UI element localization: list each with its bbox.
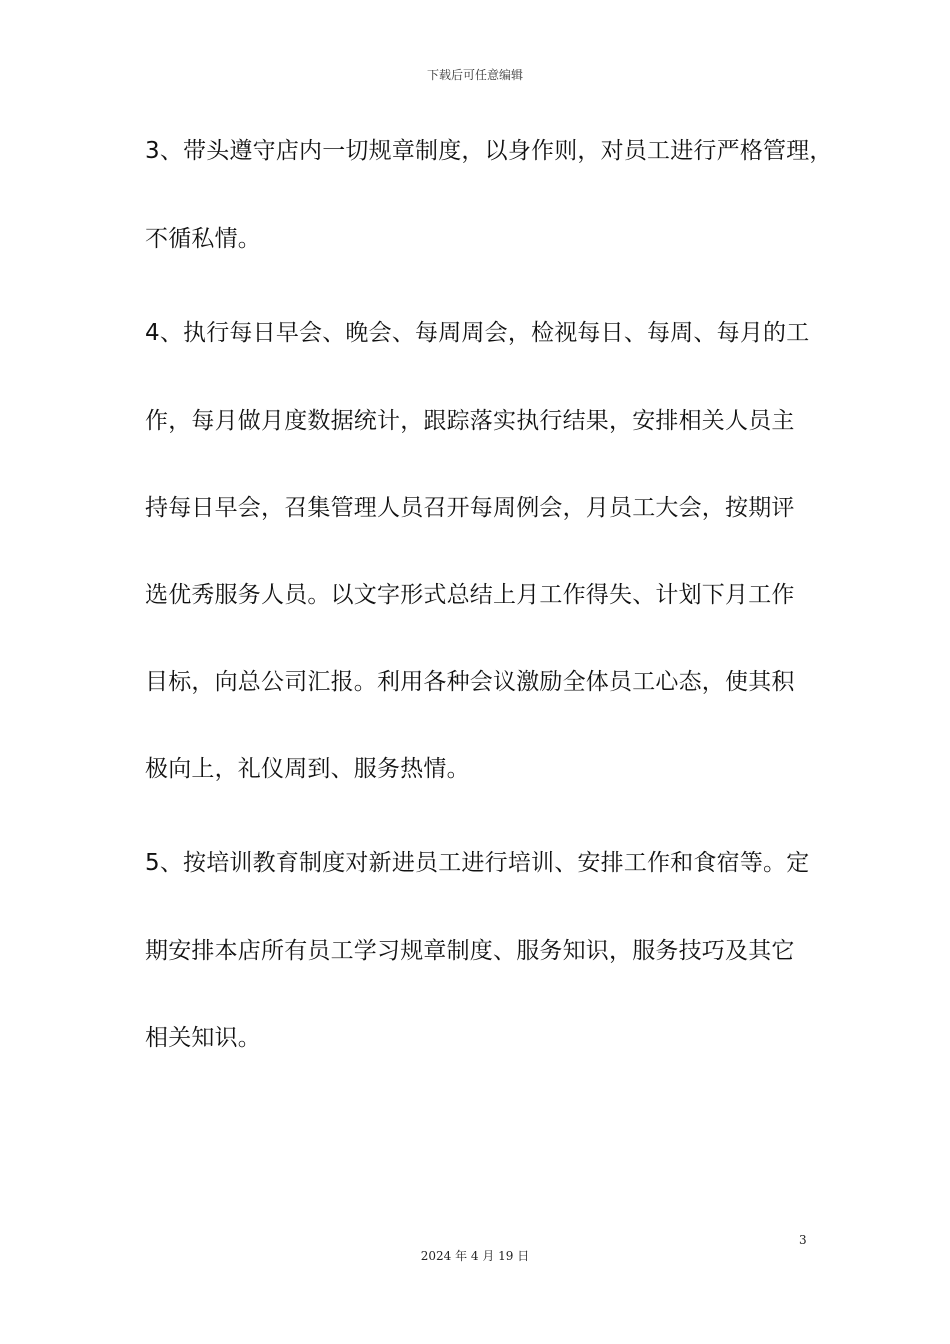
paragraph-line: 不循私情。	[145, 226, 261, 252]
page-header-note: 下载后可任意编辑	[426, 68, 523, 82]
paragraph-line: 期安排本店所有员工学习规章制度、服务知识，服务技巧及其它	[145, 938, 795, 964]
paragraph-line: 3、带头遵守店内一切规章制度，以身作则，对员工进行严格管理，	[145, 138, 833, 164]
paragraph-line: 相关知识。	[145, 1025, 261, 1051]
page-number: 3	[799, 1233, 807, 1247]
paragraph-line: 4、执行每日早会、晚会、每周周会，检视每日、每周、每月的工	[145, 320, 810, 346]
paragraph-line: 目标，向总公司汇报。利用各种会议激励全体员工心态，使其积	[145, 669, 795, 695]
paragraph-line: 选优秀服务人员。以文字形式总结上月工作得失、计划下月工作	[145, 582, 795, 608]
paragraph-line: 持每日早会，召集管理人员召开每周例会，月员工大会，按期评	[145, 495, 795, 521]
paragraph-line: 作，每月做月度数据统计，跟踪落实执行结果，安排相关人员主	[145, 408, 795, 434]
paragraph-line: 5、按培训教育制度对新进员工进行培训、安排工作和食宿等。定	[145, 850, 810, 876]
paragraph-line: 极向上，礼仪周到、服务热情。	[145, 756, 470, 782]
footer-date: 2024 年 4 月 19 日	[420, 1249, 530, 1263]
